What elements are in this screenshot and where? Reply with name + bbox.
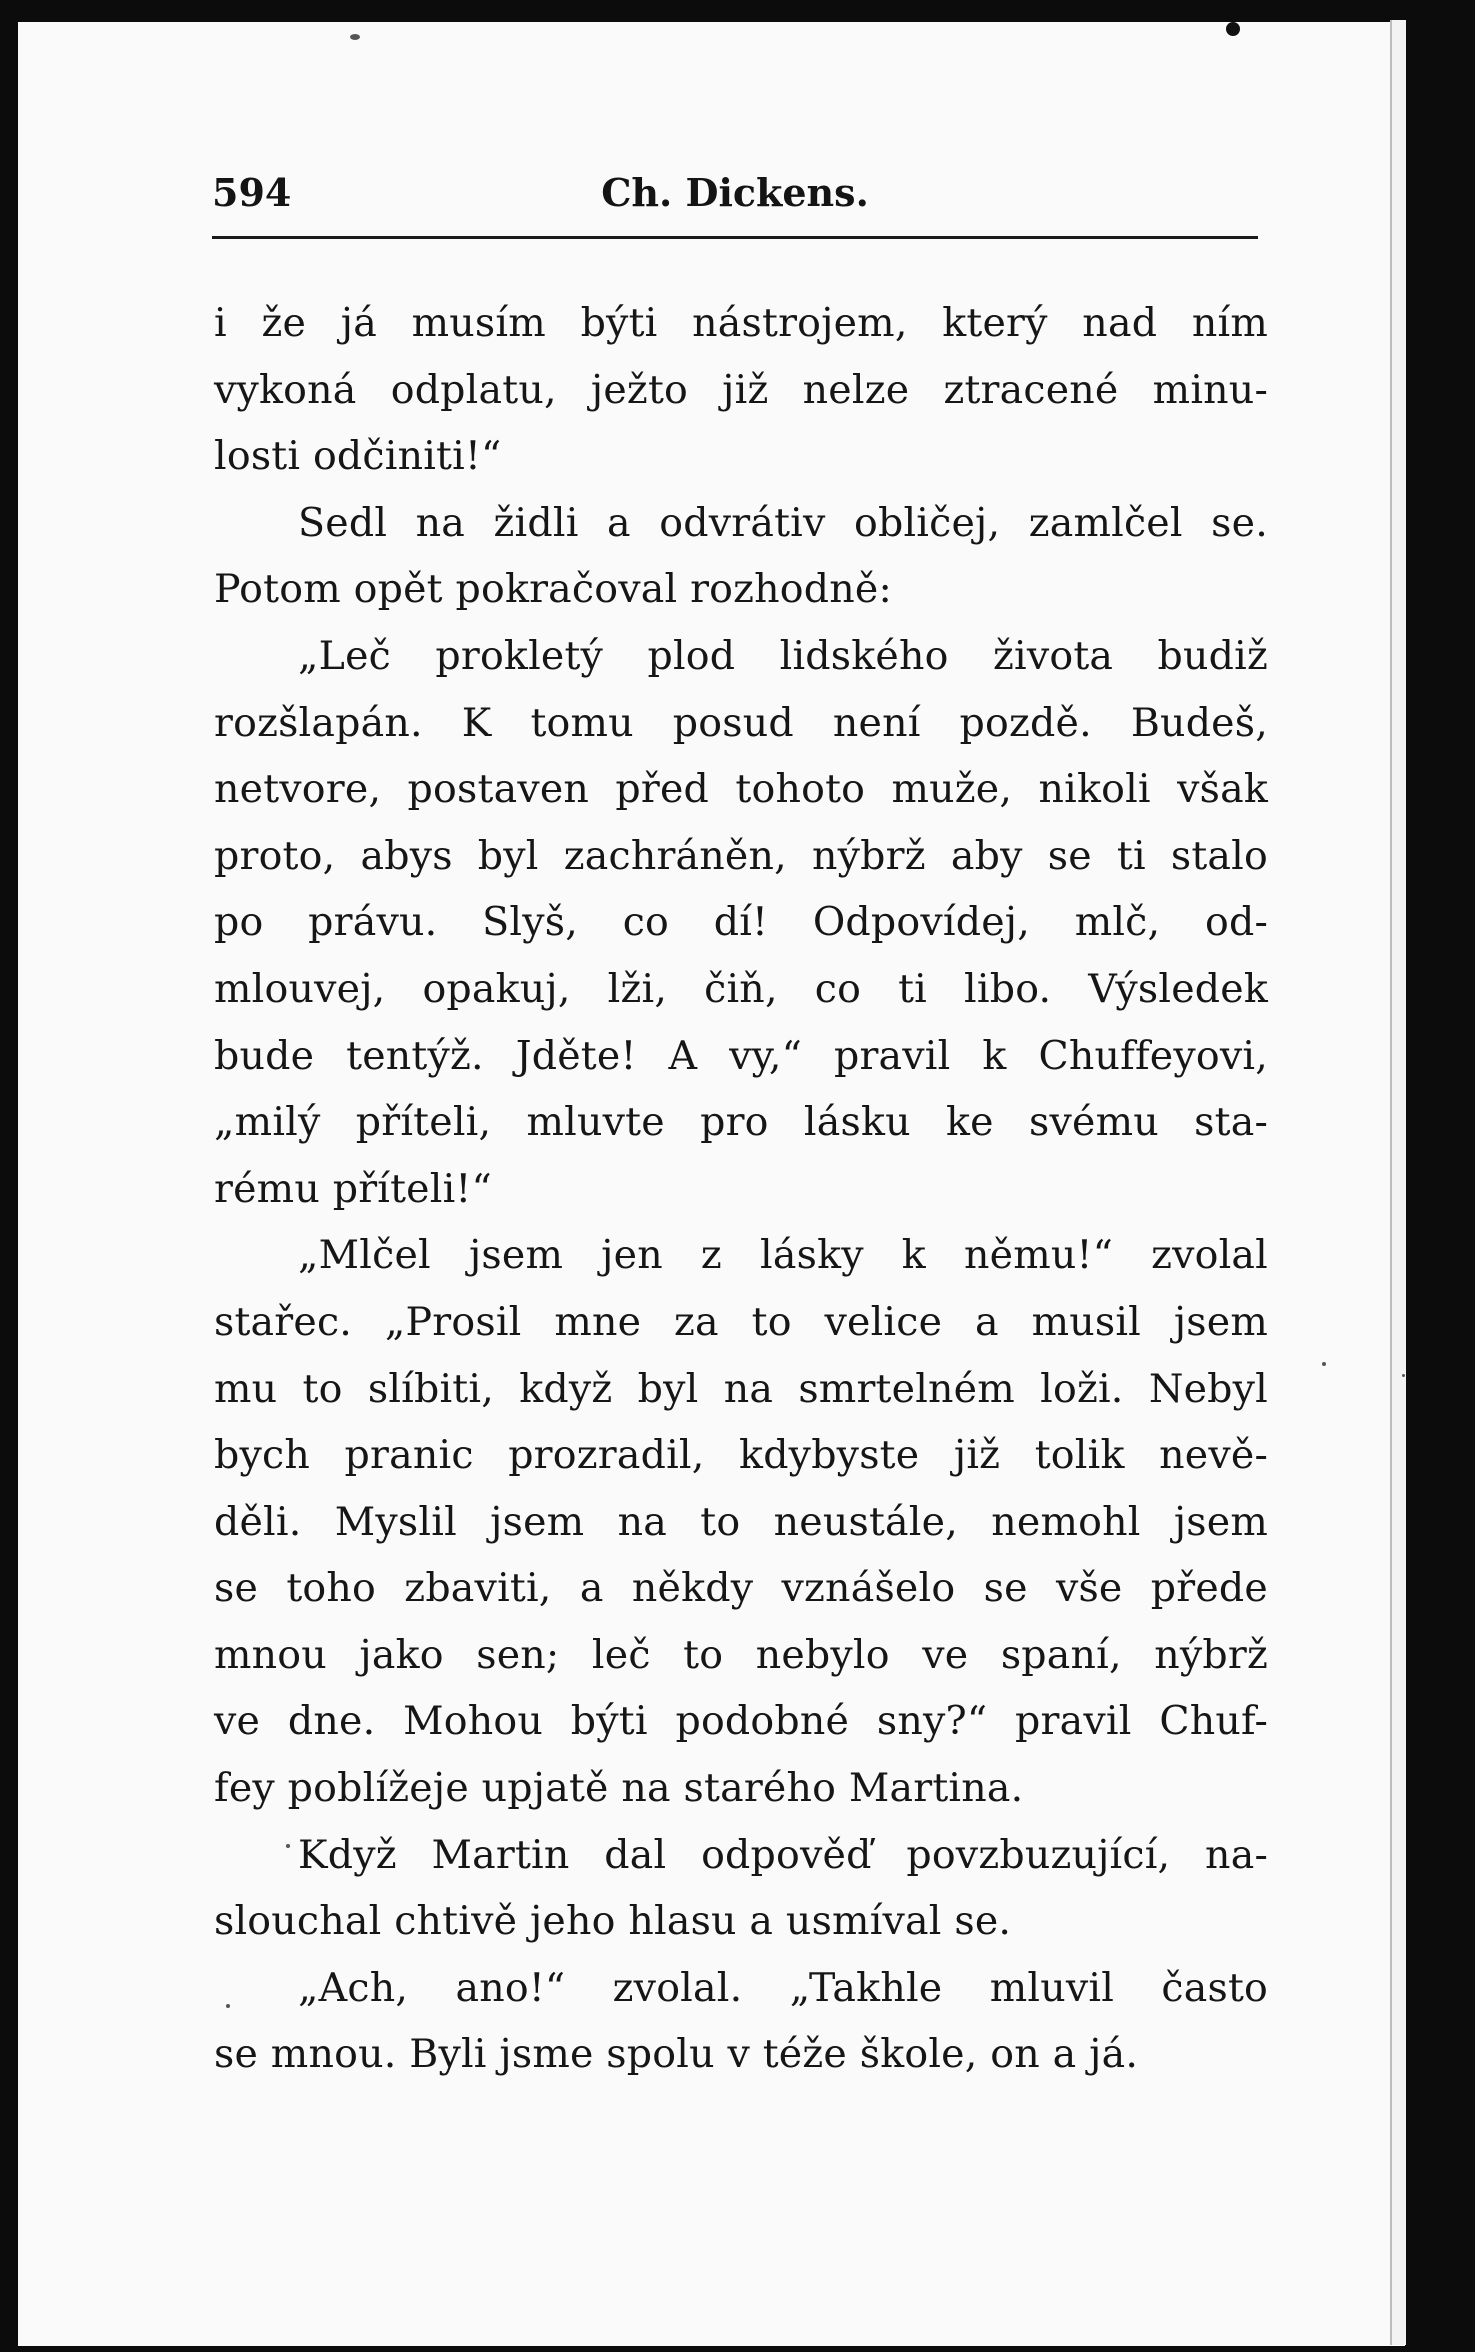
page-edge-shadow xyxy=(1390,20,1406,2345)
header-rule xyxy=(212,236,1258,239)
body-text xyxy=(214,290,1268,2088)
text-line: slouchal chtivě jeho hlasu a usmíval se. xyxy=(214,1898,1012,1945)
text-line: Sedl na židli a odvrátiv obličej, zamlčel se. xyxy=(298,499,1268,546)
text-line: proto, abys byl zachráněn, nýbrž aby se ti stalo xyxy=(214,832,1268,879)
text-line: fey poblížeje upjatě na starého Martina. xyxy=(214,1765,1024,1812)
paragraph xyxy=(214,1822,1268,1955)
text-line: děli. Myslil jsem na to neustále, nemohl jsem xyxy=(214,1498,1268,1545)
text-line: se mnou. Byli jsme spolu v téže škole, on a já. xyxy=(214,2031,1139,2078)
paragraph xyxy=(214,1955,1268,2088)
page-number: 594 xyxy=(212,170,292,215)
text-line: losti odčiniti!“ xyxy=(214,433,502,480)
text-line: rému příteli!“ xyxy=(214,1165,492,1212)
text-line: „Leč prokletý plod lidského života budiž xyxy=(298,632,1268,679)
text-line: netvore, postaven před tohoto muže, nikoli však xyxy=(214,766,1268,813)
scan-border-bottom xyxy=(0,2346,1475,2352)
text-line: bych pranic prozradil, kdybyste již tolik nevě- xyxy=(214,1432,1268,1479)
text-line: „Ach, ano!“ zvolal. „Takhle mluvil často xyxy=(298,1964,1268,2011)
scan-speck xyxy=(1226,22,1240,36)
text-line: stařec. „Prosil mne za to velice a musil jsem xyxy=(214,1298,1268,1345)
text-line: „Mlčel jsem jen z lásky k němu!“ zvolal xyxy=(298,1232,1268,1279)
text-line: i že já musím býti nástrojem, který nad ním xyxy=(214,300,1268,346)
page-header xyxy=(212,170,1258,226)
paragraph xyxy=(214,1222,1268,1821)
scan-speck xyxy=(1322,1362,1326,1366)
text-line: mlouvej, opakuj, lži, čiň, co ti libo. Výsledek xyxy=(214,965,1268,1012)
scan-speck xyxy=(1402,1374,1405,1377)
text-line: po právu. Slyš, co dí! Odpovídej, mlč, od- xyxy=(214,899,1268,946)
paragraph xyxy=(214,290,1268,490)
text-line: Potom opět pokračoval rozhodně: xyxy=(214,566,892,613)
text-line: mnou jako sen; leč to nebylo ve spaní, nýbrž xyxy=(214,1631,1268,1678)
text-line: Když Martin dal odpověď povzbuzující, na- xyxy=(298,1831,1268,1878)
text-line: bude tentýž. Jděte! A vy,“ pravil k Chuffeyovi, xyxy=(214,1032,1268,1079)
paragraph xyxy=(214,490,1268,623)
text-line: se toho zbaviti, a někdy vznášelo se vše přede xyxy=(214,1565,1268,1612)
scan-border-right xyxy=(1405,0,1475,2352)
scan-border-left xyxy=(0,0,18,2352)
paragraph xyxy=(214,623,1268,1222)
text-line: „milý příteli, mluvte pro lásku ke svému sta- xyxy=(214,1099,1268,1146)
scan-speck xyxy=(350,34,360,40)
running-head: Ch. Dickens. xyxy=(601,170,869,215)
text-line: ve dne. Mohou býti podobné sny?“ pravil Chuf- xyxy=(214,1698,1268,1745)
scan-border-top xyxy=(0,0,1475,22)
text-line: vykoná odplatu, ježto již nelze ztracené minu- xyxy=(214,366,1268,413)
text-line: rozšlapán. K tomu posud není pozdě. Budeš, xyxy=(214,699,1268,746)
text-line: mu to slíbiti, když byl na smrtelném loži. Nebyl xyxy=(214,1365,1268,1412)
